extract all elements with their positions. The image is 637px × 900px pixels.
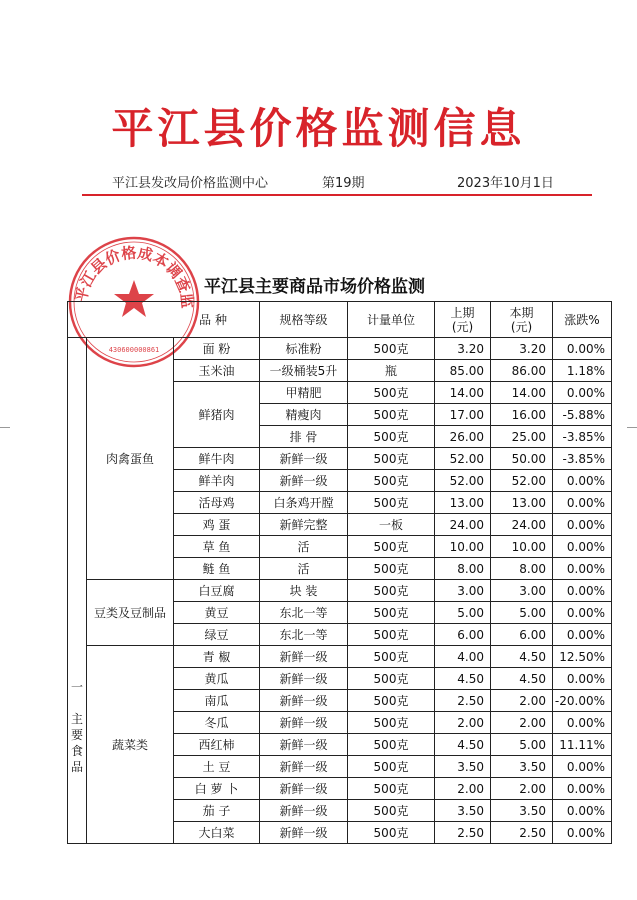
cell-item: 西红柿 <box>174 734 260 756</box>
cell-change: 1.18% <box>553 360 612 382</box>
cell-change: 0.00% <box>553 514 612 536</box>
header-prev-line2: (元) <box>451 319 474 334</box>
cell-spec: 新鲜一级 <box>260 668 348 690</box>
cell-prev: 5.00 <box>435 602 491 624</box>
cell-prev: 2.50 <box>435 690 491 712</box>
cell-unit: 瓶 <box>348 360 435 382</box>
cell-prev: 4.00 <box>435 646 491 668</box>
cell-unit: 500克 <box>348 404 435 426</box>
header-curr <box>491 302 553 338</box>
cell-prev: 3.00 <box>435 580 491 602</box>
cell-unit: 500克 <box>348 580 435 602</box>
cell-item: 草 鱼 <box>174 536 260 558</box>
cell-prev: 3.20 <box>435 338 491 360</box>
cell-curr: 4.50 <box>491 646 553 668</box>
big-category-char: 要 <box>70 728 83 742</box>
seal-number: 430600000861 <box>108 346 160 354</box>
cell-unit: 500克 <box>348 492 435 514</box>
cell-prev: 3.50 <box>435 800 491 822</box>
cell-unit: 500克 <box>348 756 435 778</box>
cell-unit: 500克 <box>348 778 435 800</box>
issue-date: 2023年10月1日 <box>457 176 554 191</box>
header-spec: 规格等级 <box>260 302 348 338</box>
cell-unit: 500克 <box>348 668 435 690</box>
cell-change: 0.00% <box>553 382 612 404</box>
big-category-cell <box>68 338 87 844</box>
cell-unit: 500克 <box>348 646 435 668</box>
cell-item: 黄豆 <box>174 602 260 624</box>
cell-spec: 新鲜一级 <box>260 778 348 800</box>
cell-unit: 500克 <box>348 426 435 448</box>
cell-item: 黄瓜 <box>174 668 260 690</box>
cell-item: 鲜牛肉 <box>174 448 260 470</box>
cell-spec: 块 装 <box>260 580 348 602</box>
cell-change: 0.00% <box>553 778 612 800</box>
cell-prev: 4.50 <box>435 668 491 690</box>
cell-spec: 新鲜一级 <box>260 690 348 712</box>
margin-mark <box>627 427 637 428</box>
cell-spec: 新鲜一级 <box>260 734 348 756</box>
cell-curr: 6.00 <box>491 624 553 646</box>
header-rule <box>82 194 592 196</box>
cell-prev: 4.50 <box>435 734 491 756</box>
cell-unit: 500克 <box>348 536 435 558</box>
cell-item: 鸡 蛋 <box>174 514 260 536</box>
cell-spec: 东北一等 <box>260 624 348 646</box>
table-row <box>68 646 612 668</box>
cell-change: 0.00% <box>553 668 612 690</box>
cell-change: 0.00% <box>553 712 612 734</box>
cell-change: -5.88% <box>553 404 612 426</box>
cell-prev: 13.00 <box>435 492 491 514</box>
cell-spec: 活 <box>260 558 348 580</box>
cell-prev: 17.00 <box>435 404 491 426</box>
cell-curr: 24.00 <box>491 514 553 536</box>
cell-unit: 500克 <box>348 338 435 360</box>
cell-item: 活母鸡 <box>174 492 260 514</box>
cell-change: 0.00% <box>553 602 612 624</box>
issuing-org: 平江县发改局价格监测中心 <box>112 176 269 191</box>
cell-item: 面 粉 <box>174 338 260 360</box>
cell-change: 0.00% <box>553 492 612 514</box>
cell-spec: 活 <box>260 536 348 558</box>
category-bean: 豆类及豆制品 <box>87 580 174 646</box>
cell-change: 0.00% <box>553 536 612 558</box>
cell-change: 12.50% <box>553 646 612 668</box>
cell-curr: 2.00 <box>491 690 553 712</box>
cell-change: -20.00% <box>553 690 612 712</box>
cell-spec: 新鲜完整 <box>260 514 348 536</box>
cell-item: 绿豆 <box>174 624 260 646</box>
header-unit: 计量单位 <box>348 302 435 338</box>
cell-curr: 3.50 <box>491 800 553 822</box>
cell-item: 土 豆 <box>174 756 260 778</box>
cell-curr: 50.00 <box>491 448 553 470</box>
cell-unit: 500克 <box>348 690 435 712</box>
margin-mark <box>0 427 10 428</box>
cell-spec: 新鲜一级 <box>260 712 348 734</box>
table-row <box>68 580 612 602</box>
cell-spec: 新鲜一级 <box>260 756 348 778</box>
cell-curr: 2.50 <box>491 822 553 844</box>
cell-prev: 85.00 <box>435 360 491 382</box>
cell-change: 0.00% <box>553 558 612 580</box>
cell-unit: 500克 <box>348 624 435 646</box>
cell-spec: 新鲜一级 <box>260 448 348 470</box>
cell-curr: 25.00 <box>491 426 553 448</box>
header-prev <box>435 302 491 338</box>
cell-change: 0.00% <box>553 338 612 360</box>
cell-curr: 3.50 <box>491 756 553 778</box>
cell-item: 鲜猪肉 <box>174 382 260 448</box>
category-veg: 蔬菜类 <box>87 646 174 844</box>
cell-curr: 2.00 <box>491 712 553 734</box>
cell-item: 鲜羊肉 <box>174 470 260 492</box>
cell-prev: 8.00 <box>435 558 491 580</box>
cell-change: 0.00% <box>553 822 612 844</box>
big-category-char: 品 <box>70 760 83 774</box>
cell-spec: 新鲜一级 <box>260 470 348 492</box>
cell-curr: 3.20 <box>491 338 553 360</box>
table-header-row <box>68 302 612 338</box>
cell-curr: 86.00 <box>491 360 553 382</box>
cell-prev: 14.00 <box>435 382 491 404</box>
cell-unit: 500克 <box>348 382 435 404</box>
table-row <box>68 338 612 360</box>
cell-item: 白豆腐 <box>174 580 260 602</box>
cell-unit: 500克 <box>348 734 435 756</box>
cell-change: 0.00% <box>553 756 612 778</box>
cell-unit: 500克 <box>348 712 435 734</box>
cell-curr: 5.00 <box>491 602 553 624</box>
cell-prev: 2.00 <box>435 712 491 734</box>
seal-text: 平江县价格成本调查监 <box>71 243 197 310</box>
big-category-char: 一 <box>70 680 83 694</box>
cell-spec: 甲精肥 <box>260 382 348 404</box>
header-curr-line1: 本期 <box>509 305 534 320</box>
cell-change: 0.00% <box>553 624 612 646</box>
cell-curr: 3.00 <box>491 580 553 602</box>
cell-prev: 52.00 <box>435 470 491 492</box>
cell-item: 玉米油 <box>174 360 260 382</box>
cell-spec: 新鲜一级 <box>260 646 348 668</box>
cell-prev: 24.00 <box>435 514 491 536</box>
cell-unit: 500克 <box>348 822 435 844</box>
header-change: 涨跌% <box>553 302 612 338</box>
cell-curr: 13.00 <box>491 492 553 514</box>
cell-item: 白 萝 卜 <box>174 778 260 800</box>
cell-change: 0.00% <box>553 800 612 822</box>
cell-prev: 10.00 <box>435 536 491 558</box>
cell-item: 大白菜 <box>174 822 260 844</box>
cell-prev: 2.50 <box>435 822 491 844</box>
cell-spec: 新鲜一级 <box>260 800 348 822</box>
cell-unit: 500克 <box>348 602 435 624</box>
cell-curr: 8.00 <box>491 558 553 580</box>
cell-prev: 6.00 <box>435 624 491 646</box>
header-curr-line2: (元) <box>510 319 533 334</box>
header-item: 品 种 <box>68 302 260 338</box>
document-title: 平江县价格监测信息 <box>111 104 526 153</box>
cell-change: 0.00% <box>553 470 612 492</box>
cell-prev: 52.00 <box>435 448 491 470</box>
cell-item: 鲢 鱼 <box>174 558 260 580</box>
cell-unit: 500克 <box>348 470 435 492</box>
cell-change: -3.85% <box>553 448 612 470</box>
cell-curr: 5.00 <box>491 734 553 756</box>
price-table <box>67 301 612 844</box>
cell-spec: 一级桶装5升 <box>260 360 348 382</box>
cell-spec: 排 骨 <box>260 426 348 448</box>
cell-unit: 一板 <box>348 514 435 536</box>
cell-unit: 500克 <box>348 800 435 822</box>
cell-unit: 500克 <box>348 448 435 470</box>
cell-spec: 标准粉 <box>260 338 348 360</box>
cell-spec: 精瘦肉 <box>260 404 348 426</box>
cell-curr: 14.00 <box>491 382 553 404</box>
cell-spec: 白条鸡开膛 <box>260 492 348 514</box>
cell-change: 11.11% <box>553 734 612 756</box>
cell-spec: 东北一等 <box>260 602 348 624</box>
cell-item: 茄 子 <box>174 800 260 822</box>
table-title: 平江县主要商品市场价格监测 <box>204 277 425 297</box>
cell-change: 0.00% <box>553 580 612 602</box>
category-meat: 肉禽蛋鱼 <box>87 338 174 580</box>
cell-prev: 26.00 <box>435 426 491 448</box>
big-category-char: 食 <box>70 744 83 758</box>
cell-item: 青 椒 <box>174 646 260 668</box>
cell-curr: 16.00 <box>491 404 553 426</box>
cell-curr: 52.00 <box>491 470 553 492</box>
cell-change: -3.85% <box>553 426 612 448</box>
cell-prev: 2.00 <box>435 778 491 800</box>
cell-spec: 新鲜一级 <box>260 822 348 844</box>
cell-item: 南瓜 <box>174 690 260 712</box>
header-prev-line1: 上期 <box>450 305 475 320</box>
issue-number: 第19期 <box>322 176 365 191</box>
cell-curr: 4.50 <box>491 668 553 690</box>
cell-prev: 3.50 <box>435 756 491 778</box>
cell-unit: 500克 <box>348 558 435 580</box>
big-category-char: 主 <box>70 712 83 726</box>
cell-curr: 2.00 <box>491 778 553 800</box>
cell-item: 冬瓜 <box>174 712 260 734</box>
cell-curr: 10.00 <box>491 536 553 558</box>
